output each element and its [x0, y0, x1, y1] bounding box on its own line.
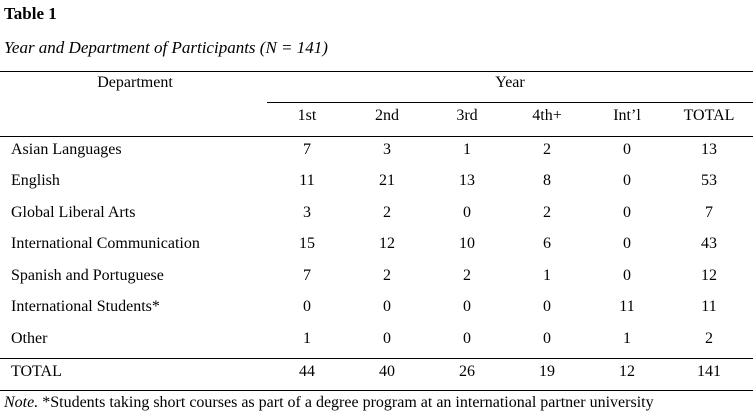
- row-value: 1: [463, 141, 471, 158]
- row-value: 0: [463, 298, 471, 315]
- row-value: 11: [299, 172, 315, 189]
- note-lead: Note.: [4, 394, 39, 411]
- row-value: 2: [543, 141, 551, 158]
- header-department: Department: [97, 74, 173, 91]
- subheader-intl: Int’l: [613, 107, 641, 124]
- row-value: 0: [383, 330, 391, 347]
- row-value: 0: [543, 330, 551, 347]
- row-total: 7: [705, 204, 713, 221]
- row-value: 10: [459, 235, 475, 252]
- subheader-total: TOTAL: [683, 107, 735, 124]
- row-value: 0: [303, 298, 311, 315]
- row-value: 0: [623, 204, 631, 221]
- row-value: 0: [623, 235, 631, 252]
- top-rule: [0, 71, 753, 72]
- row-value: 0: [463, 330, 471, 347]
- row-total: 13: [701, 141, 717, 158]
- total-value: 12: [619, 363, 635, 380]
- row-total: 43: [701, 235, 717, 252]
- total-value: 44: [299, 363, 315, 380]
- row-value: 8: [543, 172, 551, 189]
- row-department: Other: [11, 330, 48, 347]
- row-value: 7: [303, 267, 311, 284]
- row-value: 0: [463, 204, 471, 221]
- row-value: 2: [463, 267, 471, 284]
- row-department: Asian Languages: [11, 141, 122, 158]
- row-value: 1: [623, 330, 631, 347]
- row-value: 7: [303, 141, 311, 158]
- row-value: 0: [383, 298, 391, 315]
- row-value: 2: [383, 267, 391, 284]
- row-value: 11: [619, 298, 635, 315]
- total-rule: [0, 358, 753, 359]
- row-department: Global Liberal Arts: [11, 204, 136, 221]
- row-total: 11: [701, 298, 717, 315]
- row-total: 53: [701, 172, 717, 189]
- row-value: 2: [543, 204, 551, 221]
- total-value: 40: [379, 363, 395, 380]
- row-total: 12: [701, 267, 717, 284]
- grand-total: 141: [697, 363, 721, 380]
- row-total: 2: [705, 330, 713, 347]
- header-rule: [0, 136, 753, 137]
- row-value: 3: [303, 204, 311, 221]
- row-value: 1: [303, 330, 311, 347]
- row-value: 2: [383, 204, 391, 221]
- row-value: 3: [383, 141, 391, 158]
- table-label: Table 1: [4, 4, 57, 23]
- subheader-3rd: 3rd: [456, 107, 478, 124]
- table-note: [4, 393, 654, 413]
- total-value: 19: [539, 363, 555, 380]
- row-value: 0: [623, 267, 631, 284]
- subheader-2nd: 2nd: [375, 107, 399, 124]
- row-department: Spanish and Portuguese: [11, 267, 164, 284]
- row-value: 21: [379, 172, 395, 189]
- table-caption: Year and Department of Participants (N = 141): [4, 38, 328, 57]
- row-department: English: [11, 172, 60, 189]
- note-text: *Students taking short courses as part of a degree program at an international partner university: [38, 394, 654, 411]
- year-rule: [267, 102, 753, 103]
- row-value: 0: [623, 141, 631, 158]
- row-value: 15: [299, 235, 315, 252]
- row-value: 1: [543, 267, 551, 284]
- subheader-1st: 1st: [297, 107, 317, 124]
- header-year: Year: [495, 74, 525, 91]
- bottom-rule: [0, 390, 753, 391]
- row-value: 12: [379, 235, 395, 252]
- total-value: 26: [459, 363, 475, 380]
- subheader-4th: 4th+: [532, 107, 562, 124]
- row-value: 0: [543, 298, 551, 315]
- row-department: International Communication: [11, 235, 200, 252]
- row-value: 0: [623, 172, 631, 189]
- row-department: International Students*: [11, 298, 160, 315]
- row-value: 6: [543, 235, 551, 252]
- row-value: 13: [459, 172, 475, 189]
- total-row-label: TOTAL: [11, 363, 62, 380]
